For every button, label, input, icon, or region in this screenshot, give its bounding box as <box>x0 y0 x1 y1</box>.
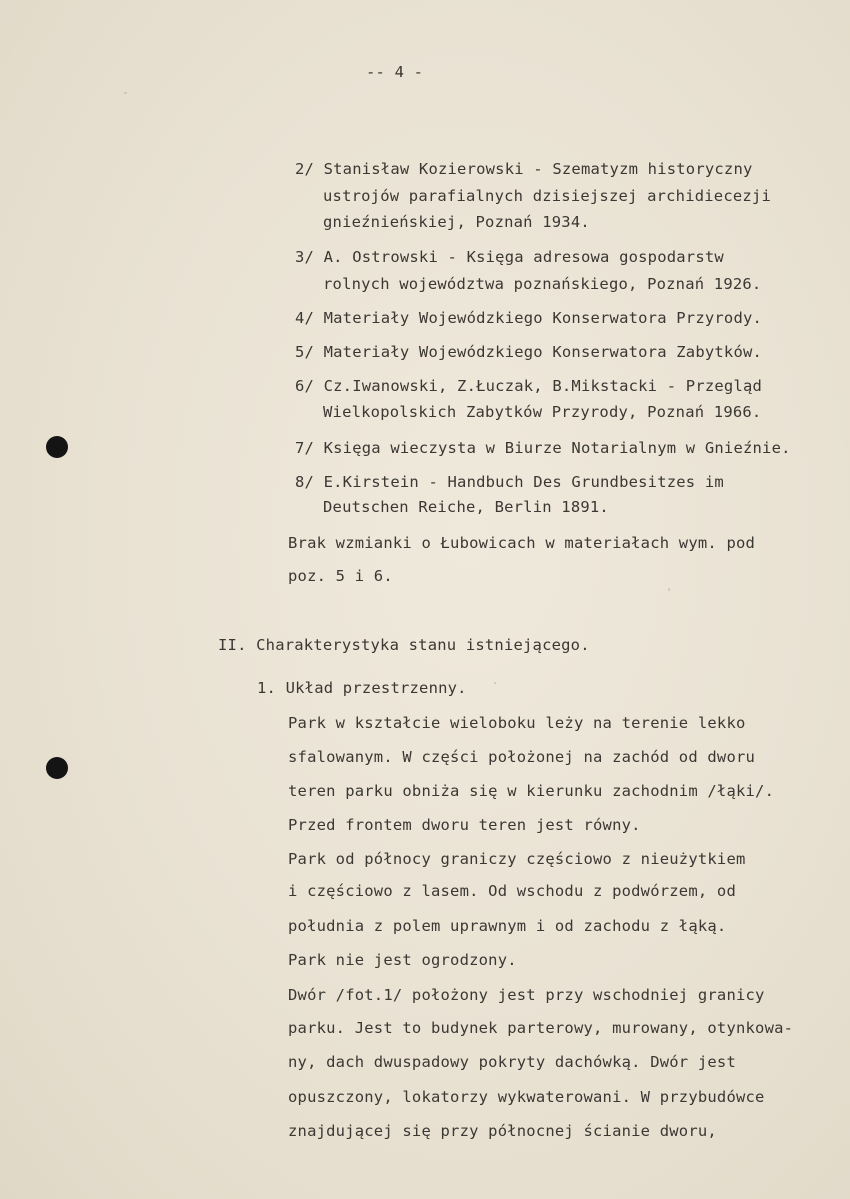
reference-line: 6/ Cz.Iwanowski, Z.Łuczak, B.Mikstacki - Przegląd <box>295 377 763 395</box>
reference-line: rolnych województwa poznańskiego, Poznań 1926. <box>323 275 762 293</box>
body-line: opuszczony, lokatorzy wykwaterowani. W przybudówce <box>288 1088 765 1106</box>
body-line: ny, dach dwuspadowy pokryty dachówką. Dwór jest <box>288 1053 736 1071</box>
punch-hole-top <box>46 436 68 458</box>
reference-line: 5/ Materiały Wojewódzkiego Konserwatora Zabytków. <box>295 343 763 361</box>
body-line: południa z polem uprawnym i od zachodu z łąką. <box>288 917 727 935</box>
section-heading: II. Charakterystyka stanu istniejącego. <box>218 636 590 654</box>
note-line: poz. 5 i 6. <box>288 567 393 585</box>
body-line: parku. Jest to budynek parterowy, murowany, otynkowa- <box>288 1019 794 1037</box>
reference-line: 4/ Materiały Wojewódzkiego Konserwatora Przyrody. <box>295 309 763 327</box>
reference-line: ustrojów parafialnych dzisiejszej archidiecezji <box>323 187 771 205</box>
punch-hole-bottom <box>46 757 68 779</box>
body-line: Dwór /fot.1/ położony jest przy wschodniej granicy <box>288 986 765 1004</box>
reference-line: 2/ Stanisław Kozierowski - Szematyzm historyczny <box>295 160 753 178</box>
paper-speck <box>668 588 670 591</box>
note-line: Brak wzmianki o Łubowicach w materiałach wym. pod <box>288 534 756 552</box>
body-line: sfalowanym. W części położonej na zachód od dworu <box>288 748 756 766</box>
body-line: Park w kształcie wieloboku leży na terenie lekko <box>288 714 746 732</box>
page-number: -- 4 - <box>366 63 424 81</box>
body-line: i częściowo z lasem. Od wschodu z podwórzem, od <box>288 882 736 900</box>
body-line: znajdującej się przy północnej ścianie dworu, <box>288 1122 717 1140</box>
reference-line: 8/ E.Kirstein - Handbuch Des Grundbesitzes im <box>295 473 724 491</box>
body-line: Park od północy graniczy częściowo z nieużytkiem <box>288 850 746 868</box>
reference-line: gnieźnieńskiej, Poznań 1934. <box>323 213 590 231</box>
reference-line: 7/ Księga wieczysta w Biurze Notarialnym w Gnieźnie. <box>295 439 791 457</box>
paper-speck <box>494 682 496 684</box>
paper-speck <box>124 92 127 94</box>
subsection-heading: 1. Układ przestrzenny. <box>257 679 467 697</box>
reference-line: Deutschen Reiche, Berlin 1891. <box>323 498 609 516</box>
body-line: teren parku obniża się w kierunku zachodnim /łąki/. <box>288 782 775 800</box>
body-line: Przed frontem dworu teren jest równy. <box>288 816 641 834</box>
reference-line: 3/ A. Ostrowski - Księga adresowa gospodarstw <box>295 248 724 266</box>
reference-line: Wielkopolskich Zabytków Przyrody, Poznań 1966. <box>323 403 762 421</box>
body-line: Park nie jest ogrodzony. <box>288 951 517 969</box>
